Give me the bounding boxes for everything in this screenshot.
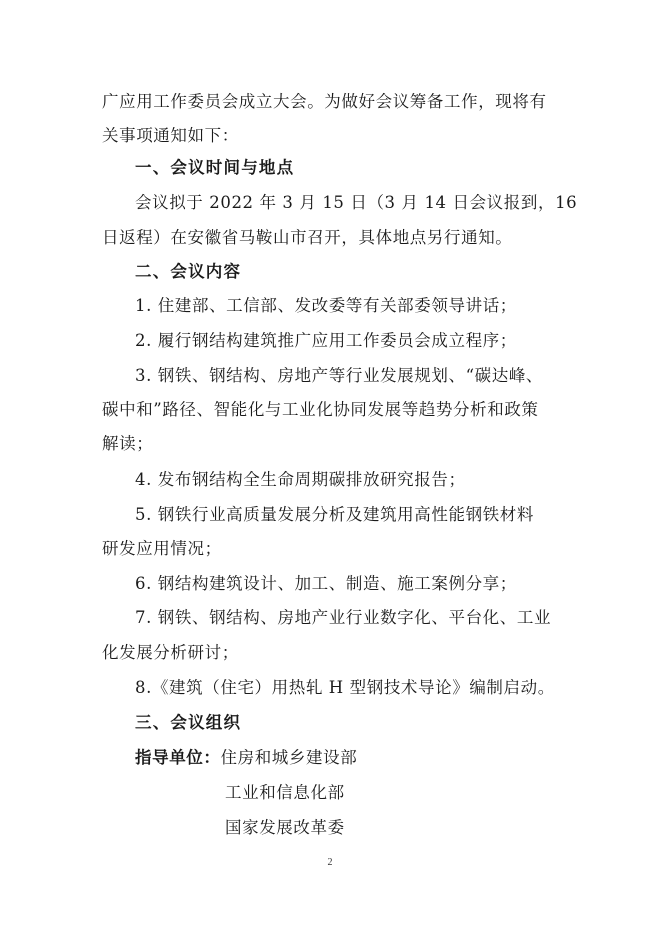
guide-unit-3: 国家发展改革委: [225, 818, 345, 837]
page-number: 2: [327, 857, 333, 868]
guide-row: [135, 748, 357, 768]
content-item-3-line-2: 碳中和”路径、智能化与工业化协同发展等趋势分析和政策: [102, 400, 539, 419]
section-heading-time-place: 一、会议时间与地点: [135, 158, 295, 177]
content-item-6: 6. 钢结构建筑设计、加工、制造、施工案例分享；: [135, 574, 517, 593]
content-item-8: 8.《建筑（住宅）用热轧 H 型钢技术导论》编制启动。: [135, 678, 555, 697]
content-item-7-line-1: 7. 钢铁、钢结构、房地产业行业数字化、平台化、工业: [135, 608, 552, 627]
intro-line-1: 广应用工作委员会成立大会。为做好会议筹备工作，现将有: [102, 92, 547, 111]
guide-unit-2: 工业和信息化部: [225, 783, 345, 802]
section-heading-content: 二、会议内容: [135, 262, 242, 281]
content-item-5-line-1: 5. 钢铁行业高质量发展分析及建筑用高性能钢铁材料: [135, 505, 534, 524]
content-item-4: 4. 发布钢结构全生命周期碳排放研究报告；: [135, 470, 466, 489]
content-item-2: 2. 履行钢结构建筑推广应用工作委员会成立程序；: [135, 331, 517, 350]
section1-line-2: 日返程）在安徽省马鞍山市召开，具体地点另行通知。: [102, 228, 513, 247]
section-heading-organization: 三、会议组织: [135, 713, 242, 732]
content-item-3-line-3: 解读；: [102, 434, 154, 453]
guide-unit-label: 指导单位：: [135, 748, 221, 767]
section1-line-1: 会议拟于 2022 年 3 月 15 日（3 月 14 日会议报到，16: [135, 193, 578, 212]
intro-line-2: 关事项通知如下：: [102, 126, 239, 145]
content-item-1: 1. 住建部、工信部、发改委等有关部委领导讲话；: [135, 296, 517, 315]
content-item-3-line-1: 3. 钢铁、钢结构、房地产等行业发展规划、“碳达峰、: [135, 366, 544, 385]
content-item-7-line-2: 化发展分析研讨；: [102, 643, 239, 662]
content-item-5-line-2: 研发应用情况；: [102, 539, 222, 558]
guide-unit-1: 住房和城乡建设部: [220, 748, 358, 767]
